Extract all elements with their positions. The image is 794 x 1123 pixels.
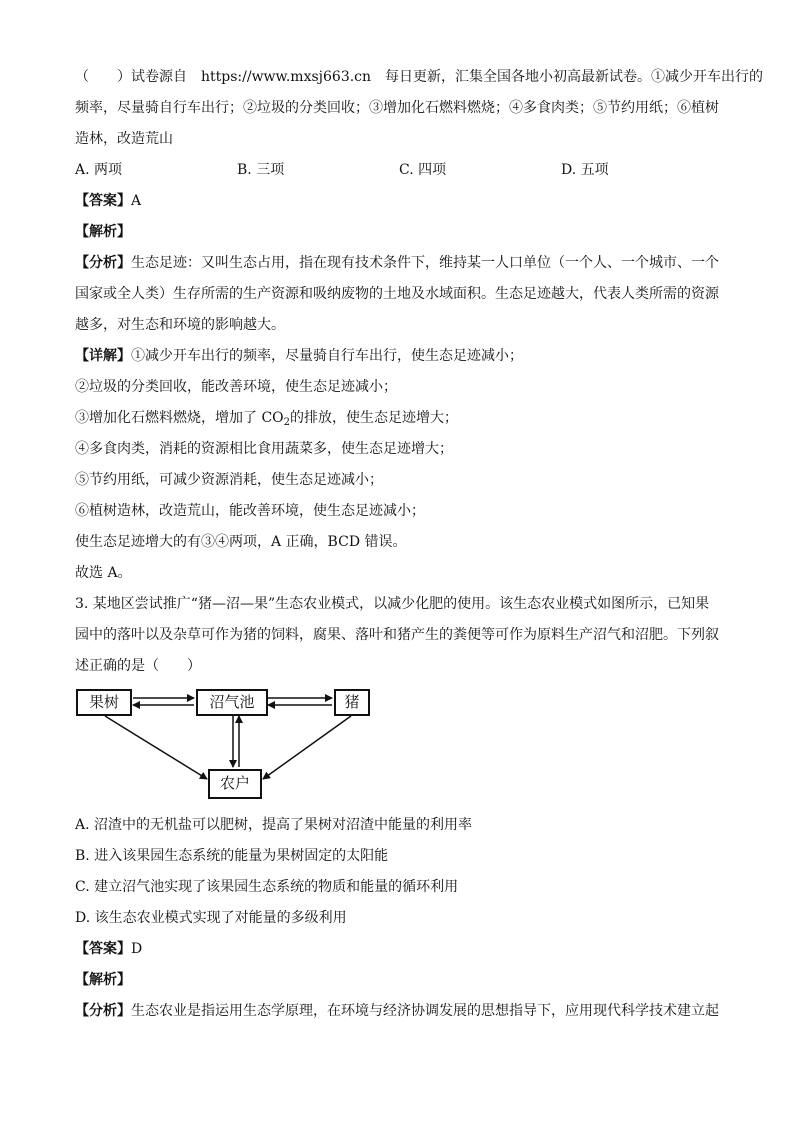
detail-text: ①减少开车出行的频率，尽量骑自行车出行，使生态足迹减小； bbox=[131, 348, 523, 364]
document-page bbox=[75, 62, 764, 1027]
fenxi-tag: 【分析】 bbox=[75, 255, 131, 271]
node-biogas-pit: 沼气池 bbox=[196, 689, 268, 716]
q3-option-a: A. 沼渣中的无机盐可以肥树，提高了果树对沼渣中能量的利用率 bbox=[75, 817, 473, 833]
q2-conclusion: 使生态足迹增大的有③④两项，A 正确，BCD 错误。 bbox=[75, 534, 407, 550]
co2-subscript: 2 bbox=[283, 417, 291, 428]
q3-stem-line2: 园中的落叶以及杂草可作为猪的饲料，腐果、落叶和猪产生的粪便等可作为原料生产沼气和沼肥。下列叙 bbox=[75, 627, 719, 643]
q2-fenxi-line2: 国家或全人类）生存所需的生产资源和吸纳废物的土地及水域面积。生态足迹越大，代表人类所需的资源 bbox=[75, 286, 719, 302]
q3-option-b: B. 进入该果园生态系统的能量为果树固定的太阳能 bbox=[75, 848, 389, 864]
q2-options bbox=[75, 155, 725, 186]
q2-fenxi-line1 bbox=[75, 248, 725, 279]
q3-answer bbox=[75, 934, 725, 965]
node-farmer: 农户 bbox=[208, 769, 262, 799]
node-fruit-tree: 果树 bbox=[76, 689, 132, 716]
q2-option-a: A. 两项 bbox=[75, 162, 123, 178]
q2-answer bbox=[75, 186, 725, 217]
q3-option-c: C. 建立沼气池实现了该果园生态系统的物质和能量的循环利用 bbox=[75, 879, 459, 895]
q2-analysis-tag: 【解析】 bbox=[75, 224, 131, 240]
q2-detail-line5: ⑤节约用纸，可减少资源消耗，使生态足迹减小； bbox=[75, 472, 383, 488]
answer-tag: 【答案】 bbox=[75, 193, 131, 209]
detail-tag: 【详解】 bbox=[75, 348, 131, 364]
eco-agriculture-diagram bbox=[75, 688, 395, 804]
q3-analysis-tag: 【解析】 bbox=[75, 972, 131, 988]
fenxi-tag: 【分析】 bbox=[75, 1003, 131, 1019]
node-pig: 猪 bbox=[334, 689, 370, 716]
answer-value: D bbox=[131, 941, 143, 957]
q2-detail-line1 bbox=[75, 341, 725, 372]
q2-option-c: C. 四项 bbox=[399, 162, 447, 178]
detail-3a: ③增加化石燃料燃烧，增加了 CO bbox=[75, 410, 284, 426]
q2-detail-line2: ②垃圾的分类回收，能改善环境，使生态足迹减小； bbox=[75, 379, 397, 395]
q2-option-d: D. 五项 bbox=[561, 162, 609, 178]
fenxi-text: 生态农业是指运用生态学原理，在环境与经济协调发展的思想指导下，应用现代科学技术建立起 bbox=[131, 1003, 719, 1019]
answer-value: A bbox=[131, 193, 142, 209]
q2-option-b: B. 三项 bbox=[237, 162, 285, 178]
q2-choose: 故选 A。 bbox=[75, 565, 132, 581]
q2-detail-line4: ④多食肉类，消耗的资源相比食用蔬菜多，使生态足迹增大； bbox=[75, 441, 453, 457]
q2-detail-line6: ⑥植树造林，改造荒山，能改善环境，使生态足迹减小； bbox=[75, 503, 425, 519]
q2-stem-line1: （ ）试卷源自 https://www.mxsj663.cn 每日更新，汇集全国各地小初高最新试卷。①减少开车出行的 bbox=[75, 69, 764, 85]
q2-fenxi-line3: 越多，对生态和环境的影响越大。 bbox=[75, 317, 285, 333]
q3-fenxi-line1 bbox=[75, 996, 725, 1027]
q2-stem-line2: 频率，尽量骑自行车出行；②垃圾的分类回收；③增加化石燃料燃烧；④多食肉类；⑤节约用纸；⑥植树 bbox=[75, 100, 719, 116]
arrow-pig-to-farmer bbox=[263, 716, 351, 779]
q2-stem-line3: 造林，改造荒山 bbox=[75, 131, 173, 147]
q3-stem-line1: 3. 某地区尝试推广“猪—沼—果”生态农业模式，以减少化肥的使用。该生态农业模式如图所示，已知果 bbox=[75, 596, 710, 612]
arrow-tree-to-farmer bbox=[105, 716, 207, 779]
detail-3b: 的排放，使生态足迹增大； bbox=[290, 410, 459, 426]
q3-stem-line3: 述正确的是（ ） bbox=[75, 658, 201, 674]
fenxi-text: 生态足迹：又叫生态占用，指在现有技术条件下，维持某一人口单位（一个人、一个城市、一个 bbox=[131, 255, 719, 271]
q2-detail-line3 bbox=[75, 403, 725, 434]
answer-tag: 【答案】 bbox=[75, 941, 131, 957]
q3-option-d: D. 该生态农业模式实现了对能量的多级利用 bbox=[75, 910, 347, 926]
